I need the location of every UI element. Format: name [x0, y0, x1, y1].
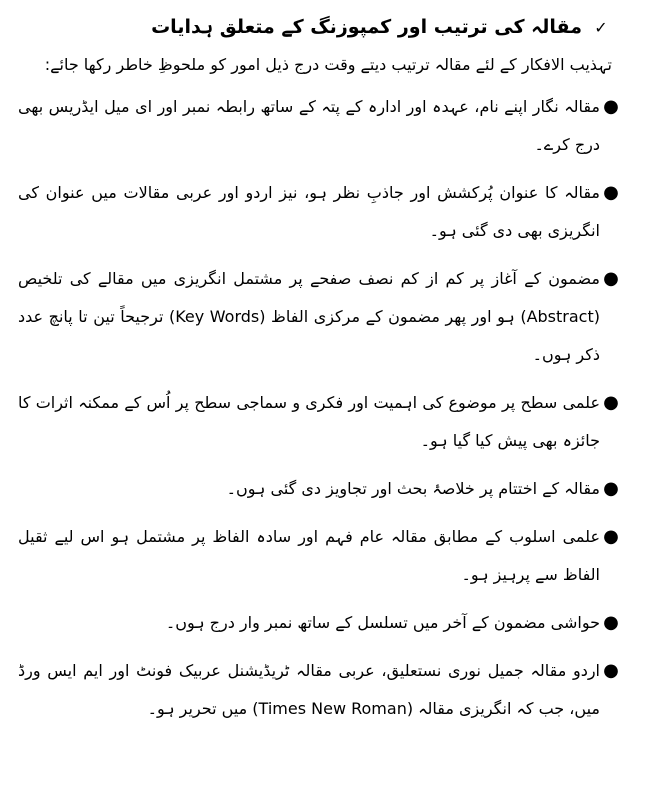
bullet-icon: ●: [603, 526, 619, 547]
bullet-icon: ●: [603, 612, 619, 633]
list-item: [18, 88, 622, 164]
list-item: [18, 260, 622, 374]
list-item: [18, 470, 622, 508]
bullet-icon: ●: [603, 478, 619, 499]
list-item-text: مضمون کے آغاز پر کم از کم نصف صفحے پر مشتمل انگریزی میں مقالے کی تلخیص (Abstract) ہو اور پھر مضمون کے مرکزی الفاظ (Key Words) ترجیحاً تین تا پانچ عدد ذکر ہوں۔: [18, 269, 600, 364]
list-item: [18, 384, 622, 460]
bullet-icon: ●: [603, 182, 619, 203]
list-item: [18, 174, 622, 250]
list-item-text: مقالہ کے اختتام پر خلاصۂ بحث اور تجاویز دی گئی ہوں۔: [226, 479, 600, 498]
bullet-icon: ●: [603, 268, 619, 289]
list-item: [18, 518, 622, 594]
bullet-icon: ●: [603, 660, 619, 681]
bullet-icon: ●: [603, 96, 619, 117]
guideline-list: [18, 88, 622, 728]
list-item: [18, 604, 622, 642]
list-item-text: مقالہ نگار اپنے نام، عہدہ اور ادارہ کے پتہ کے ساتھ رابطہ نمبر اور ای میل ایڈریس بھی درج کرے۔: [18, 97, 600, 154]
list-item-text: مقالہ کا عنوان پُرکشش اور جاذبِ نظر ہو، نیز اردو اور عربی مقالات میں عنوان کی انگریزی بھی دی گئی ہو۔: [18, 183, 600, 240]
page-heading: مقالہ کی ترتیب اور کمپوزنگ کے متعلق ہدایات: [151, 16, 582, 38]
heading-row: [18, 10, 614, 44]
intro-text: تہذیب الافکار کے لئے مقالہ ترتیب دیتے وقت درج ذیل امور کو ملحوظِ خاطر رکھا جائے:: [44, 55, 612, 74]
list-item: [18, 652, 622, 728]
bullet-icon: ●: [603, 392, 619, 413]
list-item-text: علمی اسلوب کے مطابق مقالہ عام فہم اور سادہ الفاظ پر مشتمل ہو اس لیے ثقیل الفاظ سے پرہیز ہو۔: [18, 527, 600, 584]
list-item-text: حواشی مضمون کے آخر میں تسلسل کے ساتھ نمبر وار درج ہوں۔: [165, 613, 600, 632]
list-item-text: علمی سطح پر موضوع کی اہمیت اور فکری و سماجی سطح پر اُس کے ممکنہ اثرات کا جائزہ بھی پیش کیا گیا ہو۔: [18, 393, 600, 450]
list-item-text: اردو مقالہ جمیل نوری نستعلیق، عربی مقالہ ٹریڈیشنل عربیک فونٹ اور ایم ایس ورڈ میں، جب کہ انگریزی مقالہ (Times New Roman) میں تحریر ہو۔: [18, 661, 600, 718]
checkmark-icon: ✓: [594, 17, 608, 37]
